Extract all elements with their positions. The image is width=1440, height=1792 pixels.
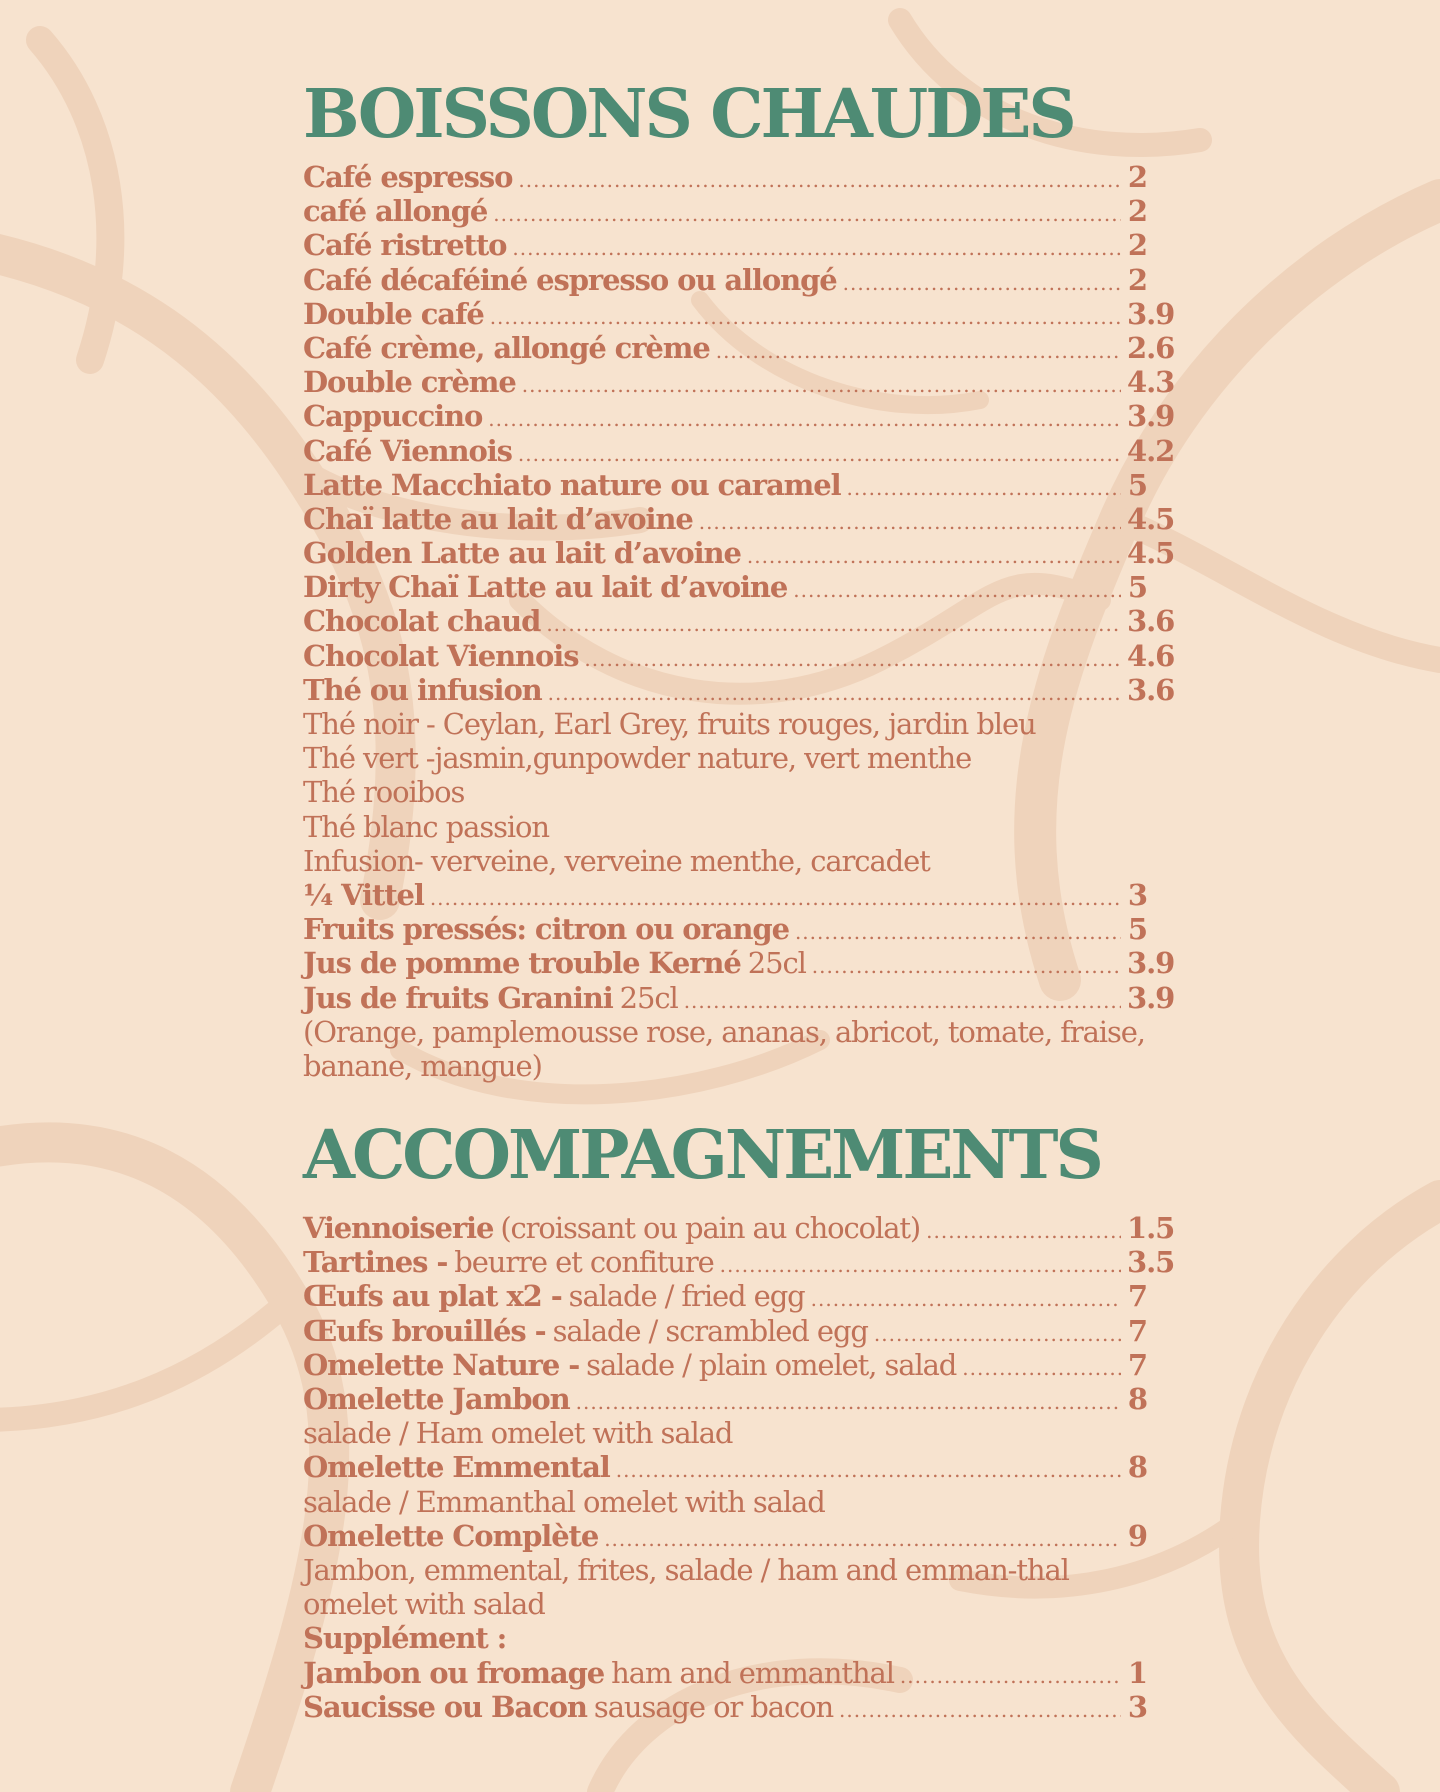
item-detail: salade / scrambled egg [552, 1313, 868, 1348]
item-name: Omelette Complète [303, 1518, 599, 1553]
item-price: 3.5 [1127, 1245, 1175, 1280]
supplement-items [303, 1656, 1147, 1724]
item-price: 3.6 [1127, 672, 1175, 707]
dot-leader [843, 266, 1121, 300]
item-price: 2 [1127, 262, 1147, 297]
tea-varieties [303, 707, 1147, 878]
dot-leader [493, 197, 1121, 231]
menu-item [303, 672, 1175, 707]
menu-item [303, 946, 1175, 981]
item-price: 1.5 [1127, 1211, 1175, 1246]
dot-leader [584, 642, 1121, 676]
menu-item [303, 330, 1175, 365]
item-name: Tartines - [303, 1245, 448, 1280]
sides-list [303, 1211, 1175, 1724]
item-name: Omelette Nature - [303, 1347, 580, 1382]
menu-item [303, 1656, 1147, 1690]
dot-leader [684, 984, 1121, 1018]
cold-drinks-items [303, 877, 1175, 1015]
item-detail: sausage or bacon [593, 1689, 834, 1724]
dot-leader [793, 573, 1121, 607]
item-name: Double café [303, 296, 484, 331]
dot-leader [548, 676, 1121, 710]
omelette-description: salade / Emmanthal omelet with salad [303, 1484, 825, 1519]
item-price: 2 [1127, 194, 1147, 229]
dot-leader [604, 1522, 1121, 1556]
dot-leader [518, 437, 1121, 471]
item-name: Viennoiserie [303, 1211, 494, 1246]
item-name: Cappuccino [303, 399, 483, 434]
item-price: 1 [1127, 1655, 1147, 1690]
dot-leader [576, 1385, 1121, 1419]
dot-leader [874, 1317, 1121, 1351]
item-price: 5 [1127, 467, 1147, 502]
hot-drinks-list [303, 160, 1175, 1083]
dot-leader [616, 1453, 1121, 1487]
menu-item [303, 228, 1147, 262]
item-price: 7 [1127, 1313, 1147, 1348]
item-price: 5 [1127, 912, 1147, 947]
item-name: Jus de fruits Granini [303, 980, 613, 1015]
menu-item [303, 1519, 1147, 1553]
hot-drinks-items [303, 160, 1175, 707]
item-price: 2 [1127, 160, 1147, 194]
menu-item [303, 638, 1175, 673]
menu-item [303, 160, 1147, 194]
dot-leader [518, 163, 1121, 197]
item-detail: beurre et confiture [454, 1245, 714, 1280]
section-title-accompagnements: ACCOMPAGNEMENTS [303, 1115, 1101, 1195]
item-name: Œufs au plat x2 - [303, 1279, 562, 1314]
item-name: Café Viennois [303, 433, 512, 468]
dot-leader [900, 1659, 1121, 1693]
menu-item [303, 296, 1175, 331]
menu-item [303, 399, 1175, 434]
item-price: 8 [1127, 1450, 1147, 1485]
omelette-description: Jambon, emmental, frites, salade / ham and emman-thal omelet with salad [303, 1553, 1069, 1622]
dot-leader [699, 505, 1121, 539]
item-price: 4.5 [1127, 501, 1175, 536]
item-name: Dirty Chaï Latte au lait d’avoine [303, 570, 788, 605]
menu-item [303, 912, 1147, 946]
item-price: 8 [1127, 1382, 1147, 1417]
item-name: Jus de pomme trouble Kerné [303, 946, 741, 981]
omelette-list [303, 1382, 1147, 1621]
menu-item [303, 604, 1175, 639]
item-name: Double crème [303, 365, 516, 400]
dot-leader [839, 1693, 1121, 1727]
item-name: café allongé [303, 194, 488, 229]
item-name: Chocolat chaud [303, 604, 541, 639]
item-detail: 25cl [747, 946, 806, 981]
item-price: 3 [1127, 877, 1147, 912]
item-price: 7 [1127, 1279, 1147, 1314]
item-detail: 25cl [619, 980, 678, 1015]
item-price: 3.9 [1127, 980, 1175, 1015]
item-price: 5 [1127, 570, 1147, 605]
item-detail: salade / fried egg [568, 1279, 805, 1314]
item-price: 3.9 [1127, 399, 1175, 434]
menu-item [303, 878, 1147, 912]
menu-item [303, 365, 1175, 400]
item-price: 3.9 [1127, 946, 1175, 981]
item-name: Latte Macchiato nature ou caramel [303, 467, 841, 502]
item-name: Café espresso [303, 160, 513, 194]
menu-item [303, 263, 1147, 297]
dot-leader [812, 949, 1121, 983]
menu-item [303, 194, 1147, 228]
item-name: Thé ou infusion [303, 672, 542, 707]
item-price: 4.6 [1127, 638, 1175, 673]
tea-variety: Thé blanc passion [303, 809, 549, 844]
dot-leader [962, 1351, 1121, 1385]
item-name: Café décaféiné espresso ou allongé [303, 262, 837, 297]
item-price: 4.2 [1127, 433, 1175, 468]
menu-item [303, 468, 1147, 502]
item-detail: salade / plain omelet, salad [586, 1347, 957, 1382]
item-price: 3 [1127, 1689, 1147, 1724]
dot-leader [488, 402, 1121, 436]
supplement-label: Supplément : [303, 1621, 507, 1656]
item-name: Chaï latte au lait d’avoine [303, 501, 693, 536]
item-price: 4.5 [1127, 536, 1175, 571]
menu-item [303, 1279, 1147, 1313]
dot-leader [546, 607, 1121, 641]
omelette-item [303, 1519, 1147, 1553]
juice-flavors-note: (Orange, pamplemousse rose, ananas, abricot, tomate, fraise, banane, mangue) [303, 1014, 1145, 1083]
item-name: Jambon ou fromage [303, 1655, 605, 1690]
item-name: Omelette Emmental [303, 1450, 610, 1485]
menu-item [303, 980, 1175, 1015]
menu-item [303, 1348, 1147, 1382]
item-price: 3.6 [1127, 604, 1175, 639]
tea-variety: Infusion- verveine, verveine menthe, carcadet [303, 843, 930, 878]
dot-leader [811, 1282, 1121, 1316]
item-price: 2.6 [1127, 330, 1175, 365]
dot-leader [512, 231, 1121, 265]
menu-item [303, 433, 1175, 468]
item-name: Golden Latte au lait d’avoine [303, 536, 741, 571]
item-price: 7 [1127, 1347, 1147, 1382]
item-price: 2 [1127, 228, 1147, 263]
dot-leader [847, 471, 1121, 505]
dot-leader [926, 1214, 1121, 1248]
tea-variety: Thé noir - Ceylan, Earl Grey, fruits rouges, jardin bleu [303, 707, 1036, 741]
dot-leader [795, 915, 1121, 949]
item-name: Fruits pressés: citron ou orange [303, 912, 789, 947]
omelette-description: salade / Ham omelet with salad [303, 1416, 733, 1451]
dot-leader [747, 539, 1121, 573]
item-name: Café crème, allongé crème [303, 330, 710, 365]
item-detail: ham and emmanthal [611, 1655, 894, 1690]
item-name: Œufs brouillés - [303, 1313, 546, 1348]
tea-variety: Thé rooibos [303, 775, 465, 810]
item-price: 3.9 [1127, 296, 1175, 331]
dot-leader [430, 881, 1121, 915]
menu-item [303, 570, 1147, 604]
item-name: Saucisse ou Bacon [303, 1689, 587, 1724]
dot-leader [522, 368, 1121, 402]
omelette-item [303, 1450, 1147, 1484]
menu-page [303, 72, 1175, 1724]
item-name: Omelette Jambon [303, 1382, 570, 1417]
tea-variety: Thé vert -jasmin,gunpowder nature, vert menthe [303, 741, 972, 776]
menu-item [303, 1690, 1147, 1724]
item-price: 9 [1127, 1518, 1147, 1553]
dot-leader [490, 300, 1121, 334]
menu-item [303, 1382, 1147, 1416]
item-name: Café ristretto [303, 228, 507, 263]
sides-items [303, 1211, 1175, 1382]
item-name: Chocolat Viennois [303, 638, 579, 673]
menu-item [303, 536, 1175, 571]
menu-item [303, 501, 1175, 536]
item-name: ¼ Vittel [303, 877, 424, 912]
menu-item [303, 1245, 1175, 1280]
menu-item [303, 1314, 1147, 1348]
section-title-boissons-chaudes: BOISSONS CHAUDES [303, 74, 1074, 153]
item-detail: (croissant ou pain au chocolat) [500, 1211, 921, 1246]
item-price: 4.3 [1127, 365, 1175, 400]
omelette-item [303, 1382, 1147, 1416]
menu-item [303, 1450, 1147, 1484]
dot-leader [720, 1248, 1121, 1282]
menu-item [303, 1211, 1175, 1246]
dot-leader [716, 334, 1121, 368]
